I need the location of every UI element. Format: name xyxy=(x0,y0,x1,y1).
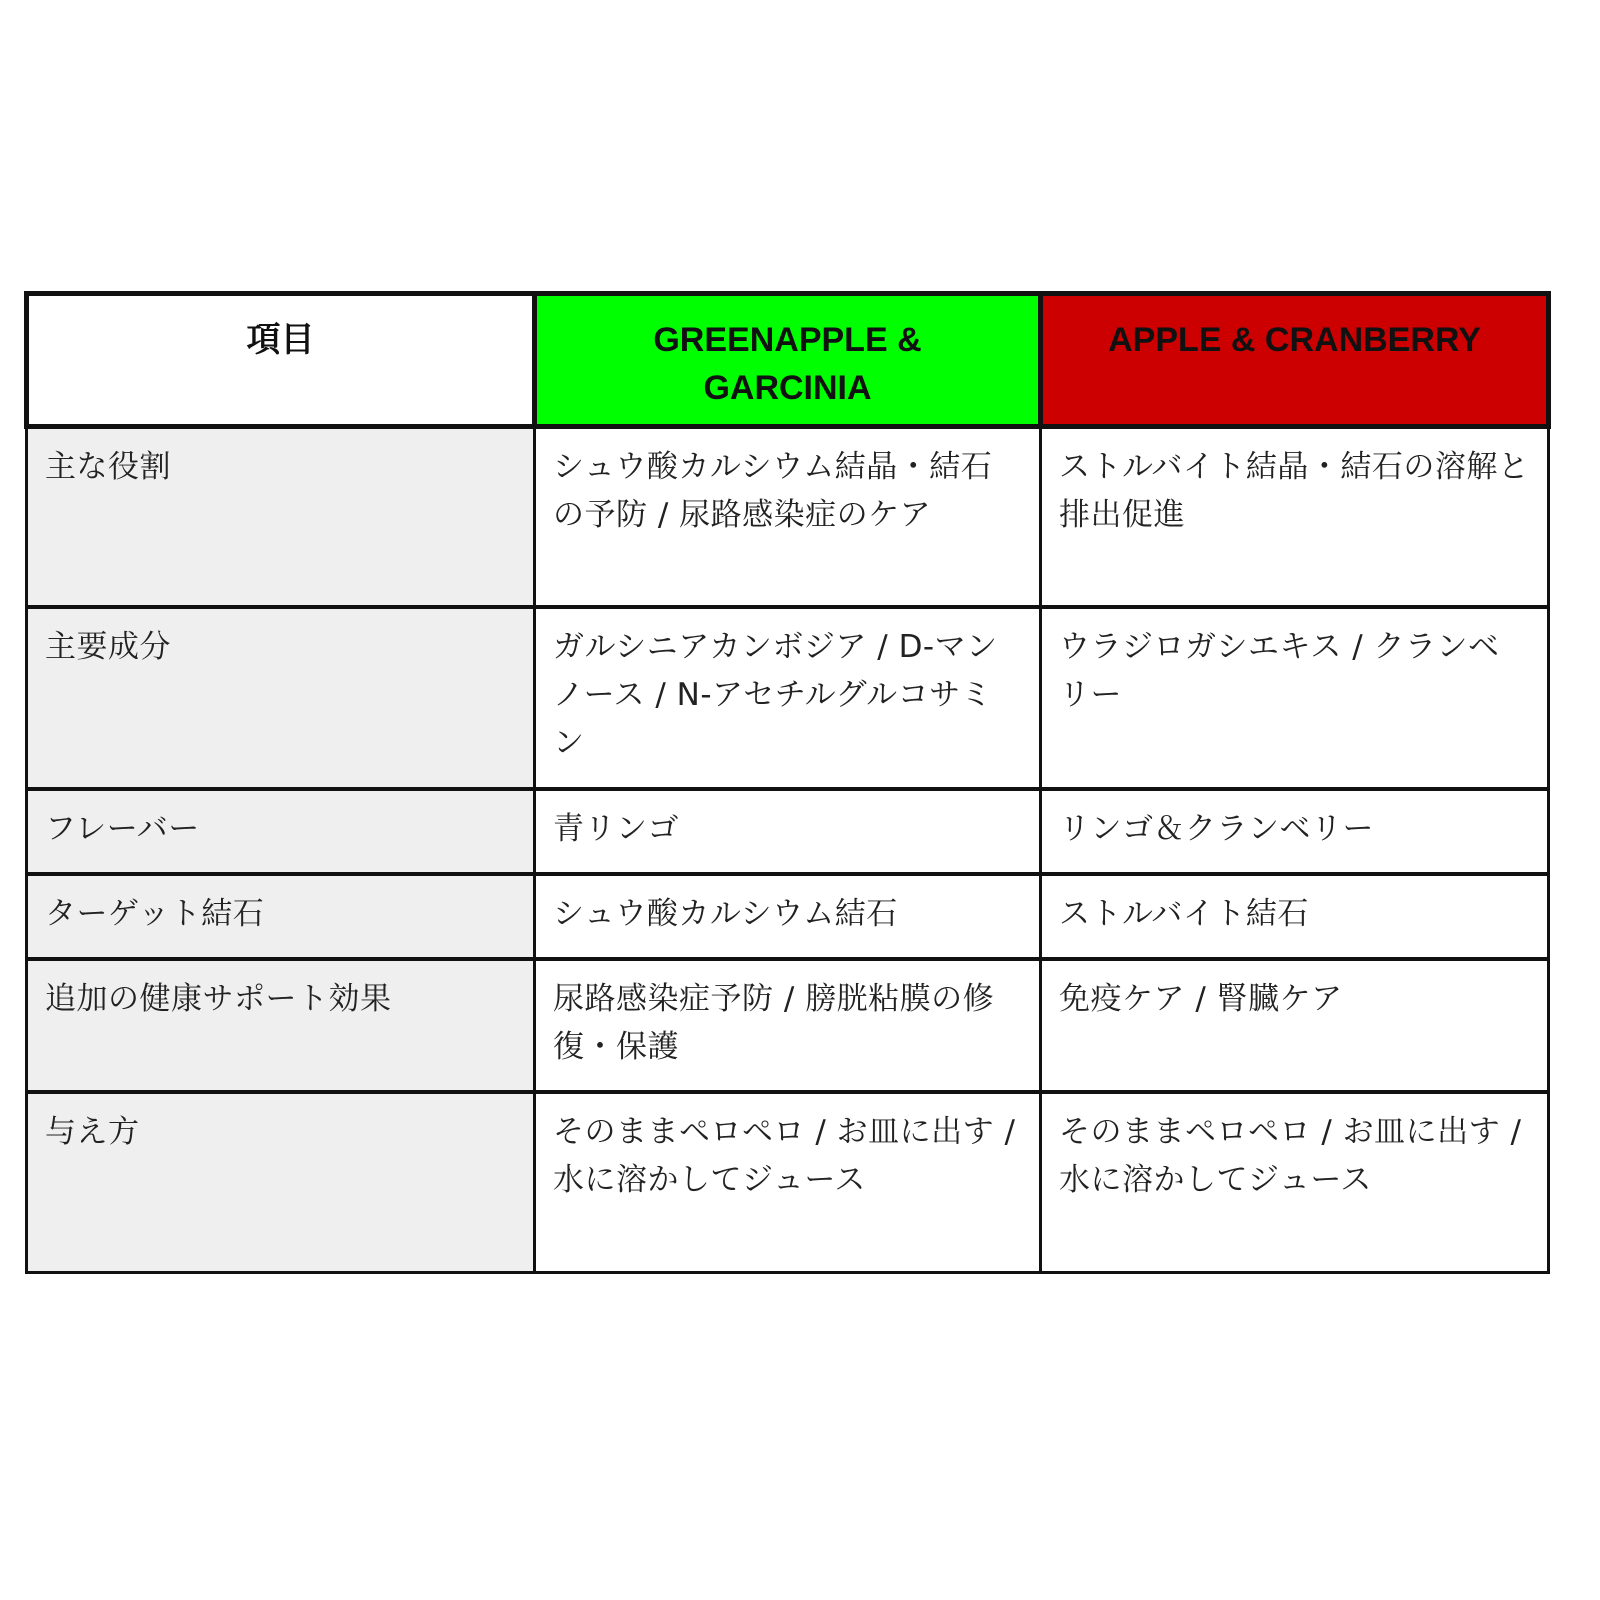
table-row xyxy=(27,427,1549,607)
row-label: 追加の健康サポート効果 xyxy=(27,959,535,1092)
header-apple-cranberry xyxy=(1041,294,1549,427)
cell-apple-cranberry: そのままペロペロ / お皿に出す / 水に溶かしてジュース xyxy=(1041,1092,1549,1273)
header-item-label: 項目 xyxy=(246,320,315,360)
row-label: フレーバー xyxy=(27,789,535,874)
table-row xyxy=(27,959,1549,1092)
cell-apple-cranberry: 免疫ケア / 腎臓ケア xyxy=(1041,959,1549,1092)
cell-apple-cranberry: ストルバイト結石 xyxy=(1041,874,1549,959)
table-row xyxy=(27,1092,1549,1273)
header-row xyxy=(27,294,1549,427)
row-label: ターゲット結石 xyxy=(27,874,535,959)
cell-greenapple-garcinia: そのままペロペロ / お皿に出す / 水に溶かしてジュース xyxy=(535,1092,1041,1273)
cell-greenapple-garcinia: シュウ酸カルシウム結晶・結石の予防 / 尿路感染症のケア xyxy=(535,427,1041,607)
cell-greenapple-garcinia: ガルシニアカンボジア / D-マンノース / N-アセチルグルコサミン xyxy=(535,607,1041,789)
cell-apple-cranberry: ストルバイト結晶・結石の溶解と排出促進 xyxy=(1041,427,1549,607)
row-label: 与え方 xyxy=(27,1092,535,1273)
comparison-table xyxy=(24,291,1551,1274)
header-greenapple-garcinia-label: GREENAPPLE & GARCINIA xyxy=(653,321,922,407)
header-item xyxy=(27,294,535,427)
row-label: 主要成分 xyxy=(27,607,535,789)
cell-apple-cranberry: ウラジロガシエキス / クランベリー xyxy=(1041,607,1549,789)
table-row xyxy=(27,874,1549,959)
header-greenapple-garcinia xyxy=(535,294,1041,427)
cell-greenapple-garcinia: 尿路感染症予防 / 膀胱粘膜の修復・保護 xyxy=(535,959,1041,1092)
cell-apple-cranberry: リンゴ＆クランベリー xyxy=(1041,789,1549,874)
cell-greenapple-garcinia: シュウ酸カルシウム結石 xyxy=(535,874,1041,959)
header-apple-cranberry-label: APPLE & CRANBERRY xyxy=(1108,321,1481,359)
table-row xyxy=(27,789,1549,874)
row-label: 主な役割 xyxy=(27,427,535,607)
cell-greenapple-garcinia: 青リンゴ xyxy=(535,789,1041,874)
table-row xyxy=(27,607,1549,789)
